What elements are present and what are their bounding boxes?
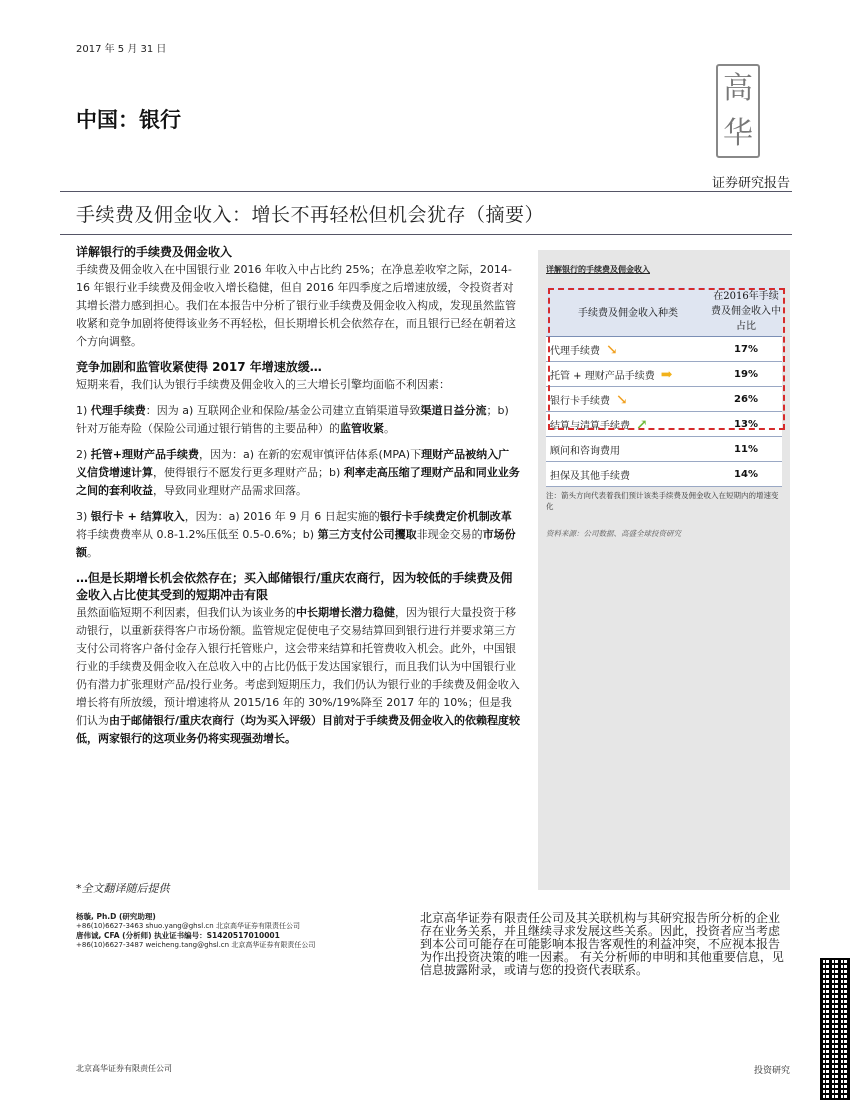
author-1-name: 杨璇, Ph.D (研究助理) (76, 912, 156, 921)
disclaimer-text: 北京高华证券有限责任公司及其关联机构与其研究报告所分析的企业存在业务关系，并且继续寻求发展这些关系。因此，投资者应当考虑到本公司可能存在可能影响本报告客观性的利益冲突，不应视本报告为作出投资决策的唯一因素。 有关分析师的申明和其他重要信息，见信息披露附录，或请与您的投资代表联系。 (420, 911, 784, 977)
table-note: 注：箭头方向代表着我们预计该类手续费及佣金收入在短期内的增速变化 (546, 491, 779, 511)
fee-type-label: 担保及其他手续费 (550, 470, 630, 482)
section-heading-slowdown: 竞争加剧和监管收紧使得 2017 年增速放缓… (76, 360, 322, 374)
paragraph-intro: 短期来看，我们认为银行手续费及佣金收入的三大增长引擎均面临不利因素： (76, 378, 450, 391)
trend-arrow-icon: ↘ (606, 341, 618, 358)
trend-arrow-icon: ➡ (660, 366, 673, 383)
main-column (76, 244, 520, 748)
report-type: 证券研究报告 (711, 176, 790, 191)
section-heading-opportunity: …但是长期增长机会依然存在；买入邮储银行/重庆农商行，因为较低的手续费及佣金收入占比使其受到的短期冲击有限 (76, 571, 513, 602)
trend-arrow-icon: ↘ (616, 391, 628, 408)
qr-code (820, 958, 850, 1100)
author-2-name: 唐伟诚, CFA (分析师) 执业证书编号：S1420517010001 (76, 931, 280, 940)
section-heading-overview: 详解银行的手续费及佣金收入 (76, 245, 233, 259)
highlight-dashed-box (548, 288, 785, 433)
table-row (546, 462, 782, 487)
author-block (76, 912, 416, 950)
share-value: 11% (710, 437, 782, 462)
divider-top (60, 191, 792, 192)
paragraph-agency-fees: 1) 代理手续费：因为 a) 互联网企业和保险/基金公司建立直销渠道导致渠道日益分流；b) 针对万能寿险（保险公司通过银行销售的主要品种）的监管收紧。 (76, 404, 509, 435)
fee-type-label: 托管 + 理财产品手续费 (550, 370, 655, 382)
author-1-contact: +86(10)6627-3463 shuo.yang@ghsl.cn 北京高华证券有限责任公司 (76, 922, 300, 930)
divider-title (60, 234, 792, 235)
trend-arrow-icon: ↗ (636, 416, 648, 433)
logo-char-1: 高 (723, 70, 753, 106)
paragraph-custody-fees: 2) 托管+理财产品手续费，因为：a) 在新的宏观审慎评估体系(MPA)下理财产品被纳入广义信贷增速计算，使得银行不愿发行更多理财产品；b) 利率走高压缩了理财产品和同业业务之间的套利收益，导致同业理财产品需求回落。 (76, 448, 520, 497)
logo-char-2: 华 (723, 115, 753, 151)
table-row (546, 437, 782, 462)
translation-footnote: *全文翻译随后提供 (76, 882, 170, 895)
paragraph-overview: 手续费及佣金收入在中国银行业 2016 年收入中占比约 25%；在净息差收窄之际，2014-16 年银行业手续费及佣金收入增长稳健，但自 2016 年四季度之后增速放缓，令投资者对其增长潜力感到担心。我们在本报告中分析了银行业手续费及佣金收入构成，发现虽然监管收紧和竞争加剧将使得该业务不再轻松，但长期增长机会依然存在，而且银行已经在朝着这个方向调整。 (76, 263, 516, 348)
paragraph-card-fees: 3) 银行卡 + 结算收入，因为：a) 2016 年 9 月 6 日起实施的银行卡手续费定价机制改革将手续费费率从 0.8-1.2%压低至 0.5-0.6%；b) 第三方支付公司攫取非现金交易的市场份额。 (76, 510, 516, 559)
footer-company: 北京高华证券有限责任公司 (76, 1064, 172, 1073)
share-value: 14% (710, 462, 782, 487)
share-value: 26% (710, 387, 782, 412)
author-2-contact: +86(10)6627-3487 weicheng.tang@ghsl.cn 北京高华证券有限责任公司 (76, 941, 316, 949)
table-source: 资料来源：公司数据、高盛全球投资研究 (546, 529, 681, 538)
paragraph-opportunity: 虽然面临短期不利因素，但我们认为该业务的中长期增长潜力稳健，因为银行大量投资于移动银行，以重新获得客户市场份额。监管规定促使电子交易结算回到银行进行并要求第三方支付公司将客户备付金存入银行托管账户，这会带来结算和托管费收入机会。此外，中国银行业的手续费及佣金收入在总收入中的占比仍低于发达国家银行，而且我们认为中国银行业仍有潜力扩张理财产品/投行业务。考虑到短期压力，我们仍认为银行业的手续费及佣金收入增长将有所放缓，预计增速将从 2015/16 年的 30%/19%降至 2017 年的 10%；但是我们认为由于邮储银行/重庆农商行（均为买入评级）目前对于手续费及佣金收入的依赖程度较低，两家银行的这项业务仍将实现强劲增长。 (76, 606, 521, 745)
fee-type-label: 银行卡手续费 (550, 395, 610, 407)
share-value: 13% (710, 412, 782, 437)
fee-type-label: 结算与清算手续费 (550, 420, 630, 432)
share-header: 在2016年手续费及佣金收入中占比 (710, 286, 782, 337)
fee-type-header: 手续费及佣金收入种类 (546, 286, 710, 337)
company-logo (716, 64, 760, 158)
fee-type-label: 代理手续费 (550, 345, 600, 357)
report-title: 手续费及佣金收入：增长不再轻松但机会犹存（摘要） (76, 204, 545, 226)
fee-type-label: 顾问和咨询费用 (550, 445, 620, 457)
region-heading: 中国：银行 (76, 108, 181, 132)
share-value: 19% (710, 362, 782, 387)
footer-label: 投资研究 (753, 1066, 790, 1076)
sidebar-title: 详解银行的手续费及佣金收入 (546, 265, 650, 274)
report-date: 2017 年 5 月 31 日 (76, 44, 167, 55)
share-value: 17% (710, 337, 782, 362)
